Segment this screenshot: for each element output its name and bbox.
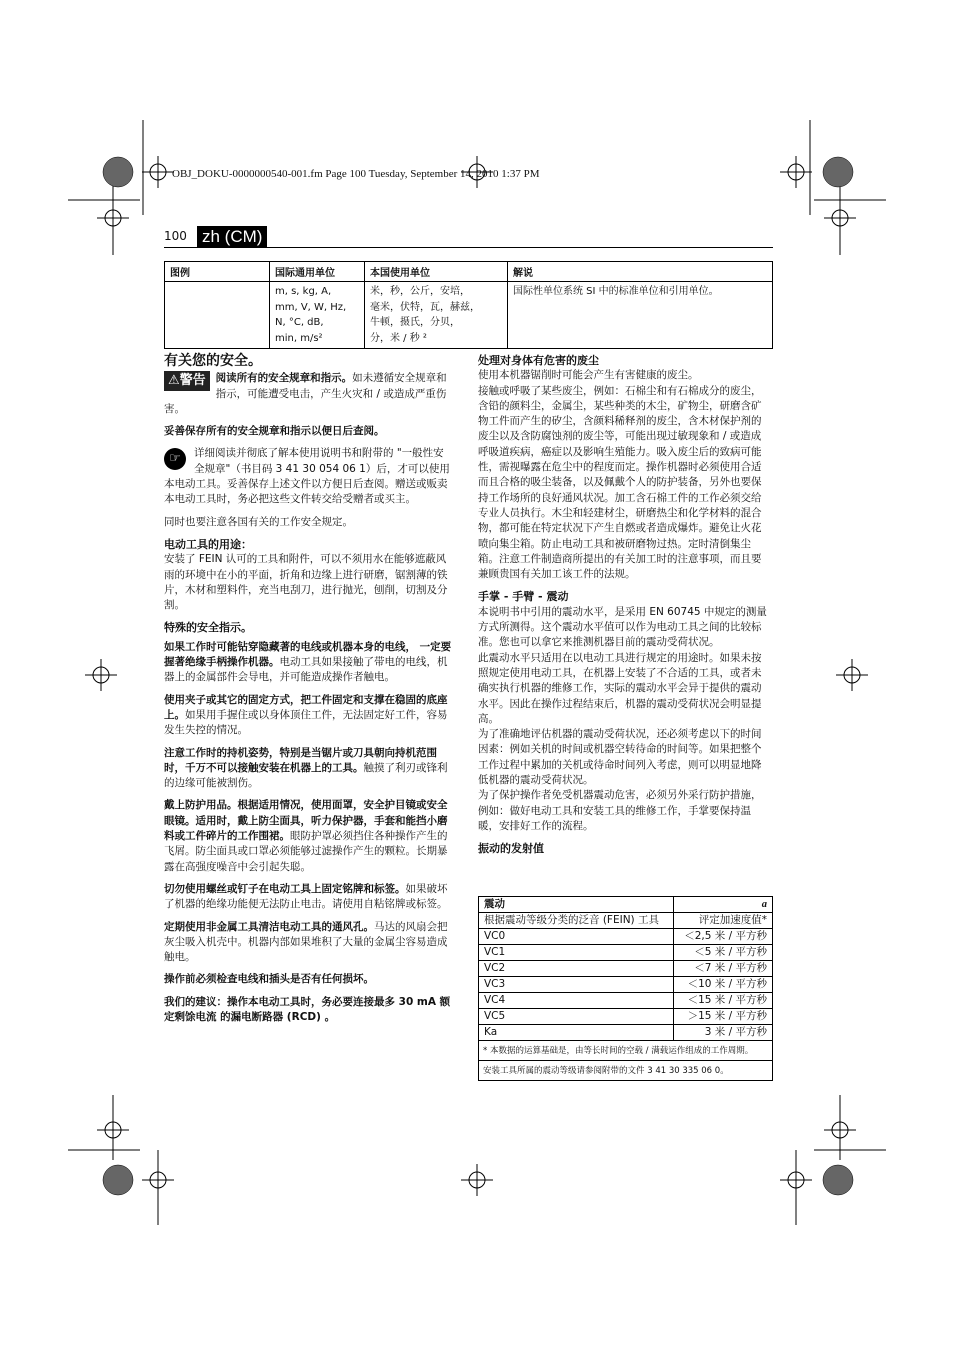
units-cell-local: 米，秒，公斤，安培， 毫米，伏特，瓦，赫兹， 牛顿，摄氏，分贝， 分，米 / 秒 ² [365,282,508,349]
header-rule [164,247,773,248]
table-row: VC3 ＜10 米 / 平方秒 [479,977,773,993]
hav-title: 手掌 - 手臂 - 震动 [478,590,569,604]
hav-p2: 此震动水平只适用在以电动工具进行规定的用途时。如果未按照规定使用电动工具，在机器上安装了不合适的工具，或者未确实执行机器的维修工作，实际的震动水平会异于提供的震动水平。因此在操作过程结束后，机器的震动受荷状况会明显提高。 [478,651,762,725]
special-p7: 操作前必须检查电线和插头是否有任何损坏。 [164,973,374,986]
table-row: VC4 ＜15 米 / 平方秒 [479,993,773,1009]
units-cell-explanation: 国际性单位系统 SI 中的标准单位和引用单位。 [508,282,773,349]
units-header-si: 国际通用单位 [270,262,365,282]
vib-sub-right: 评定加速度值* [674,913,773,929]
hav-p4: 为了保护操作者免受机器震动危害，必须另外采行防护措施，例如：做好电动工具和安装工具的维修工作，手掌要保持温暖，安排好工作的流程。 [478,789,762,832]
read-manual: ☞ 详细阅读并彻底了解本使用说明书和附带的 "一般性安全规章"（书目码 3 41 30 054 06 1）后，才可以使用本电动工具。妥善保存上述文件以方便日后查阅。赠送或贩卖本电动工具时，务必把这些文件转交给受赠者或买主。 [164,447,450,506]
special-p2: 使用夹子或其它的固定方式，把工件固定和支撑在稳固的底座上。如果用手握住或以身体顶住工件，无法固定好工件，容易发生失控的情况。 [164,693,448,737]
hav-p3: 为了准确地评估机器的震动受荷状况，还必须考虑以下的时间因素：例如关机的时间或机器空转待命的时间等。如果把整个工作过程中累加的关机或待命时间列入考虑，则可以明显地降低机器的震动受荷状况。 [478,728,762,787]
special-p4: 戴上防护用品。根据适用情况，使用面罩，安全护目镜或安全眼镜。适用时，戴上防尘面具，听力保护器，手套和能挡小磨料或工件碎片的工作围裙。眼防护罩必须挡住各种操作产生的飞屑。防尘面具或口罩必须能够过滤操作产生的颗粒。长期暴露在高强度噪音中会引起失聪。 [164,799,448,873]
special-title: 特殊的安全指示。 [164,621,252,635]
special-p5: 切勿使用螺丝或钉子在电动工具上固定铭牌和标签。如果破坏了机器的绝缘功能便无法防止电击。请使用自粘铭牌或标签。 [164,882,448,911]
file-header-line: OBJ_DOKU-0000000540-001.fm Page 100 Tuesday, September 14, 2010 1:37 PM [172,168,540,180]
units-table [164,261,773,349]
keep-instructions: 妥善保存所有的安全规章和指示以便日后查阅。 [164,425,385,438]
warning-block: ⚠警告 阅读所有的安全规章和指示。如未遵循安全规章和指示，可能遭受电击，产生火灾和 / 或造成严重伤害。 [164,372,447,415]
units-cell-si: m, s, kg, A, mm, V, W, Hz, N, °C, dB, min, m/s² [270,282,365,349]
vib-sub-left: 根据震动等级分类的泛音 (FEIN) 工具 [479,913,674,929]
dust-p1: 使用本机器锯削时可能会产生有害健康的废尘。 [478,369,699,382]
right-column [478,353,771,857]
vib-head-left: 震动 [479,897,674,913]
table-row: VC5 ＞15 米 / 平方秒 [479,1009,773,1025]
vib-note-1: * 本数据的运算基础是，由等长时间的空载 / 满载运作组成的工作周期。 [479,1041,773,1061]
use-text: 安装了 FEIN 认可的工具和附件，可以不须用水在能够遮蔽风雨的环境中在小的平面，折角和边缘上进行研磨，锯割薄的铁片，木材和塑料件，充当电刮刀，进行抛光，刨削，切割及分割。 [164,553,448,612]
dust-p2: 接触或呼吸了某些废尘，例如：石棉尘和有石棉成分的废尘，含铅的颜料尘，金属尘，某些种类的木尘，矿物尘，研磨含矿物工件而产生的矽尘，含颜料稀释剂的废尘，含木材保护剂的废尘以及含防腐蚀剂的废尘等，可能出现过敏现象和 / 或造成呼吸道疾病，癌症以及影响生殖能力。吸入废尘后的致病可能性，需视曝露在危尘中的程度而定。操作机器时必须使用合适而且合格的吸尘装备，以及佩戴个人的防护装备，另外也要保持工作场所的良好通风状况。加工含石棉工件的工作必须交给专业人员执行。木尘和轻建材尘，研磨热尘和化学材料的混合物，都可能在特定状况下产生自燃或者造成爆炸。避免让火花喷向集尘箱。防止电动工具和被研磨物过热。定时清倒集尘箱。注意工件制造商所提出的有关加工时的注意事项，而且要兼顾贵国有关加工该工件的法规。 [478,384,762,581]
table-row: VC2 ＜7 米 / 平方秒 [479,961,773,977]
units-cell-legend [165,282,270,349]
safety-title: 有关您的安全。 [164,353,262,369]
vib-note-2: 安装工具所属的震动等级请参阅附带的文件 3 41 30 335 06 0。 [479,1061,773,1081]
special-p8: 我们的建议：操作本电动工具时，务必要连接最多 30 mA 额定剩馀电流 的漏电断路器 (RCD) 。 [164,995,451,1023]
dust-title: 处理对身体有危害的废尘 [478,354,599,367]
special-p6: 定期使用非金属工具清洁电动工具的通风孔。马达的风扇会把灰尘吸入机壳中。机器内部如果堆积了大量的金属尘容易造成触电。 [164,920,448,964]
special-p1: 如果工作时可能钻穿隐藏著的电线或机器本身的电线， 一定要握著绝缘手柄操作机器。电动工具如果接触了带电的电线，机器上的金属部件会导电，并可能造成操作者触电。 [164,640,452,684]
page-number: 100 [164,229,187,243]
language-tag: zh (CM) [197,226,267,247]
units-header-explanation: 解说 [508,262,773,282]
table-row: VC1 ＜5 米 / 平方秒 [479,945,773,961]
read-manual-icon: ☞ [164,448,186,470]
units-header-local: 本国使用单位 [365,262,508,282]
table-row: Ka 3 米 / 平方秒 [479,1025,773,1041]
table-row: VC0 ＜2,5 米 / 平方秒 [479,929,773,945]
units-header-legend: 图例 [165,262,270,282]
hav-p1: 本说明书中引用的震动水平，是采用 EN 60745 中规定的测量方式所测得。这个震动水平值可以作为电动工具之间的比较标准。您也可以拿它来推测机器目前的震动受荷状况。 [478,605,767,649]
special-p3: 注意工作时的持机姿势，特别是当锯片或刀具朝向持机范围时，千万不可以接触安装在机器上的工具。触摸了利刃或锋利的边缘可能被割伤。 [164,746,448,790]
national-regulations: 同时也要注意各国有关的工作安全规定。 [164,515,353,528]
warning-badge: ⚠警告 [164,371,210,391]
vib-head-right: a [674,897,773,913]
emission-title: 振动的发射值 [478,842,544,856]
left-column [164,354,454,1032]
use-title: 电动工具的用途： [164,537,252,551]
vibration-table [478,896,773,1081]
